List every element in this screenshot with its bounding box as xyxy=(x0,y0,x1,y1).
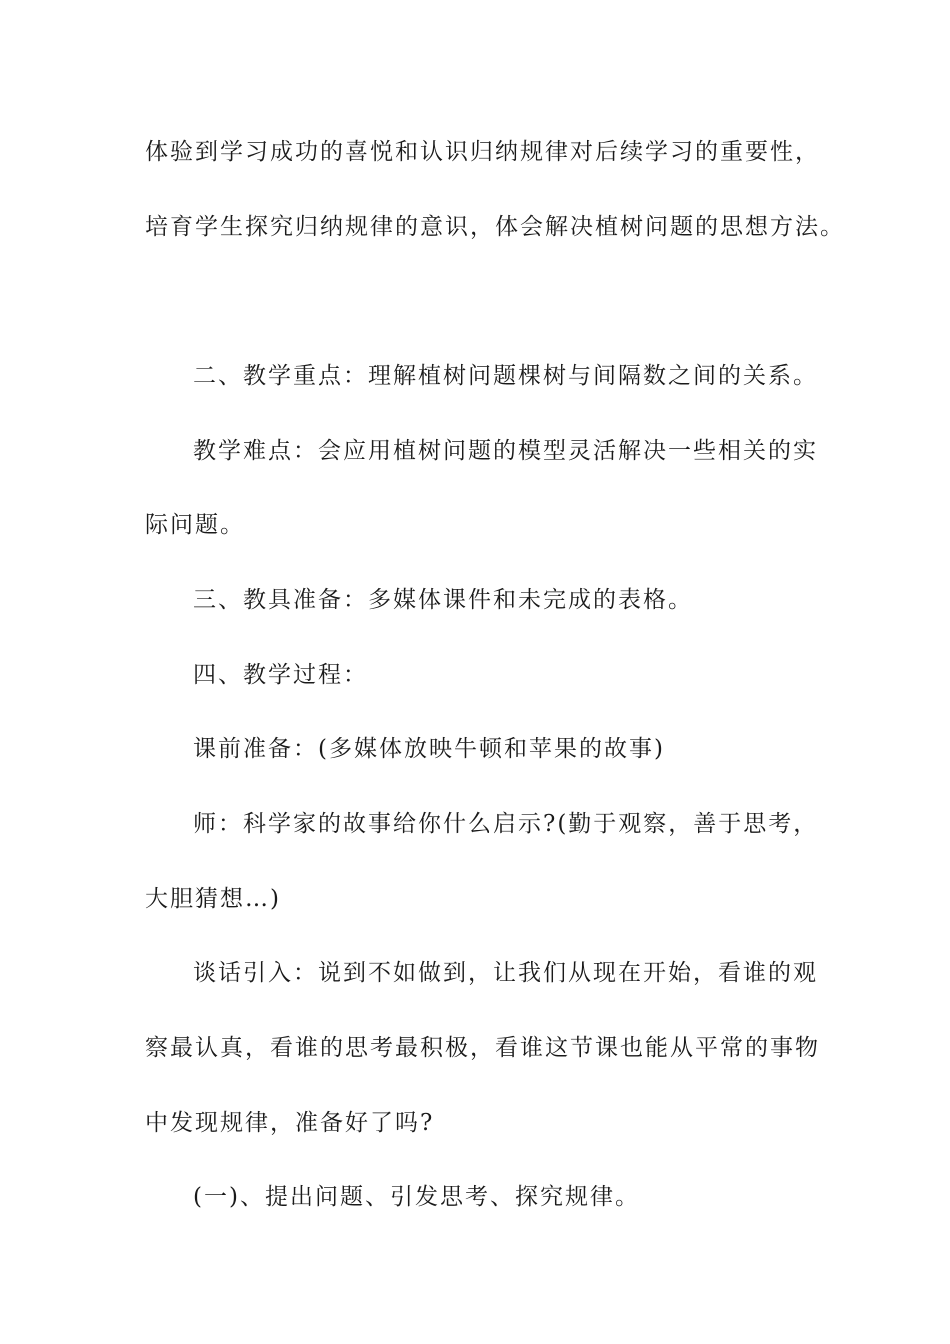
section-heading-teaching-aids: 三、教具准备：多媒体课件和未完成的表格。 xyxy=(193,587,693,613)
paragraph-line: 察最认真，看谁的思考最积极，看谁这节课也能从平常的事物 xyxy=(145,1035,820,1061)
paragraph-line: 际问题。 xyxy=(145,512,245,538)
paragraph-line: 教学难点：会应用植树问题的模型灵活解决一些相关的实 xyxy=(193,438,818,464)
paragraph-line: 课前准备：(多媒体放映牛顿和苹果的故事) xyxy=(193,736,665,762)
paragraph-line: 培育学生探究归纳规律的意识，体会解决植树问题的思想方法。 xyxy=(145,214,845,240)
paragraph-line: 谈话引入：说到不如做到，让我们从现在开始，看谁的观 xyxy=(193,960,818,986)
section-heading-teaching-focus: 二、教学重点：理解植树问题棵树与间隔数之间的关系。 xyxy=(193,363,818,389)
paragraph-line: 师：科学家的故事给你什么启示?(勤于观察，善于思考， xyxy=(193,811,819,837)
paragraph-line: 大胆猜想…) xyxy=(145,886,281,912)
paragraph-line: 中发现规律，准备好了吗? xyxy=(145,1110,435,1136)
subsection-heading: (一)、提出问题、引发思考、探究规律。 xyxy=(193,1184,640,1210)
paragraph-line: 体验到学习成功的喜悦和认识归纳规律对后续学习的重要性， xyxy=(145,139,820,165)
section-heading-teaching-process: 四、教学过程： xyxy=(193,662,368,688)
